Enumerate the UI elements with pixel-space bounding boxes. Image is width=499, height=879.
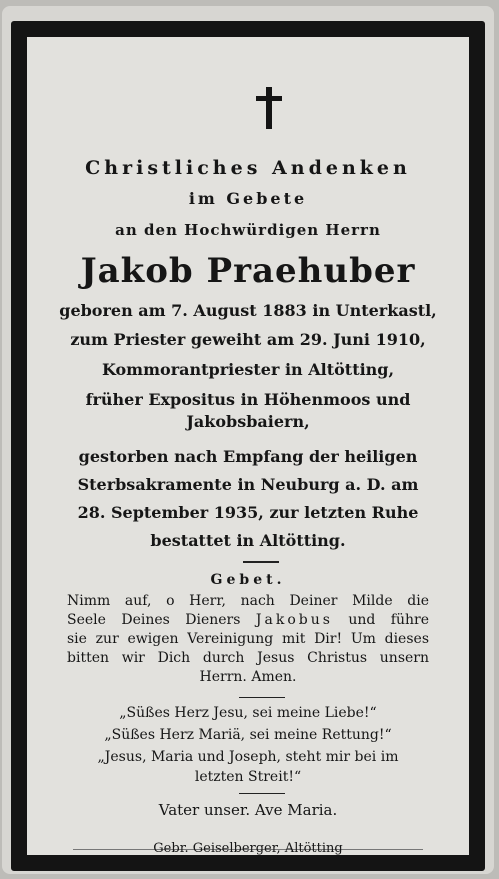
prayer-line: sie zur ewigen Vereinigung mit Dir! Um dieses xyxy=(67,631,429,647)
printer-imprint: Gebr. Geiselberger, Altötting xyxy=(153,841,343,856)
bio-line: geboren am 7. August 1883 in Unterkastl, xyxy=(59,301,437,320)
prayer-line: Herrn. Amen. xyxy=(199,669,297,685)
memorial-card xyxy=(2,6,494,874)
bio-line: 28. September 1935, zur letzten Ruhe xyxy=(77,503,419,522)
prayer-text: und führe xyxy=(332,612,430,628)
bio-line: Kommorantpriester in Altötting, xyxy=(101,360,395,379)
divider xyxy=(239,793,285,794)
cross-icon xyxy=(256,87,282,129)
deceased-name: Jakob Praehuber xyxy=(80,251,416,291)
closing-prayer: Vater unser. Ave Maria. xyxy=(158,801,338,819)
prayer-line: bitten wir Dich durch Jesus Christus unsern xyxy=(67,650,429,666)
divider xyxy=(239,697,285,698)
invocation-line: „Jesus, Maria und Joseph, steht mir bei im xyxy=(97,749,399,765)
bio-line: zum Priester geweiht am 29. Juni 1910, xyxy=(70,330,426,349)
invocation-line: „Süßes Herz Mariä, sei meine Rettung!“ xyxy=(104,727,392,743)
card-content xyxy=(27,37,469,855)
prayer-line xyxy=(67,612,429,628)
divider xyxy=(243,561,279,563)
bio-line: Jakobsbaiern, xyxy=(186,412,310,431)
invocation-line: „Süßes Herz Jesu, sei meine Liebe!“ xyxy=(119,705,377,721)
prayer-name-emphasis: Jakobus xyxy=(255,612,333,628)
prayer-title: Gebet. xyxy=(210,572,286,588)
invocation-line: letzten Streit!“ xyxy=(194,769,302,785)
bio-line: gestorben nach Empfang der heiligen xyxy=(78,447,418,466)
bio-line: früher Expositus in Höhenmoos und xyxy=(85,390,411,409)
heading-subtitle: im Gebete xyxy=(188,189,308,208)
bio-line: bestattet in Altötting. xyxy=(150,531,346,550)
heading-dedication: an den Hochwürdigen Herrn xyxy=(115,221,381,239)
prayer-text: Seele Deines Dieners xyxy=(67,612,256,628)
black-border-frame xyxy=(11,21,485,871)
heading-title: Christliches Andenken xyxy=(85,157,411,179)
prayer-line: Nimm auf, o Herr, nach Deiner Milde die xyxy=(67,593,429,609)
bio-line: Sterbsakramente in Neuburg a. D. am xyxy=(77,475,419,494)
